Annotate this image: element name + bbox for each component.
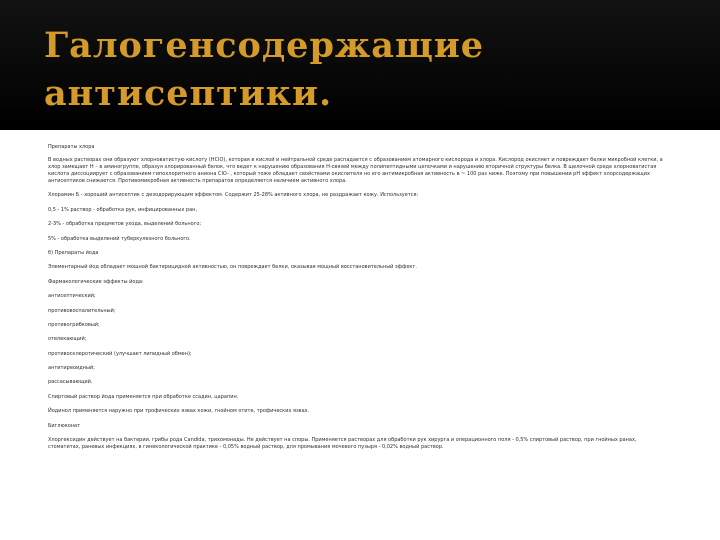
effect-item: отвлекающий; <box>48 336 87 343</box>
paragraph-chloramine: Хлорамин Б - хороший антисептик с дезодорирующим эффектом. Содержит 25-28% активного хлора, не раздражает кожу. Используется: <box>48 192 419 199</box>
effect-item: противосклеротический (улучшает липидный обмен); <box>48 350 192 357</box>
slide-body <box>48 144 668 458</box>
paragraph-iodine-solution: Спиртовый раствор йода применяется при обработке ссадин, царапин. <box>48 393 239 400</box>
section-heading-chlorine: Препараты хлора <box>48 144 95 150</box>
usage-line-1: 0,5 - 1% раствор - обработка рук, инфицированных ран, <box>48 206 198 213</box>
effect-item: рассасывающий. <box>48 379 93 386</box>
iodine-effects-heading: Фармакологические эффекты йода: <box>48 278 144 285</box>
title-bar <box>0 0 720 130</box>
paragraph-iodinol: Йодинол применяется наружно при трофических язвах кожи, гнойном отите, трофических язвах. <box>48 408 310 415</box>
paragraph-chlorine-mechanism: В водных растворах они образуют хлорноватистую кислоту (HClO), которая в кислой и нейтральной среде распадается с образованием атомарного кислорода и хлора. Кислород окисляет и повреждает белки микробной клетки, а хлор замещает Н – в аминогруппе, образуя хлорированный белок, что ведет к нарушению образования Н-связей между полипептидными цепочками и нарушению вторичной структуры белка. В щелочной среде хлорноватистая кислота диссоциирует с образованием гипохлоритного аниона ClO- , который тоже обладает свойствами окислителя но его антимикробная активность в ~ 100 раз ниже. Поэтому при повышении рН эффект хлорсодержащих антисептиков снижается. Противомикробная активность препаратов определяется наличием активного хлора. <box>48 157 663 184</box>
usage-line-2: 2-3% - обработка предметов ухода, выделений больного; <box>48 221 202 228</box>
section-heading-iodine: б) Препараты йода <box>48 249 99 256</box>
paragraph-chlorhexidine: Хлоргексидин действует на бактерии, грибы рода Candida, трихомонады. Не действует на споры. Применяется растворах для обработки рук хирурга и операционного поля - 0,5% спиртовый раствор, при гнойных ранах, стоматитах, раневых инфекциях, в гинекологической практике - 0,05% водный раствор, для промывания мочевого пузыря - 0,02% водный раствор. <box>48 437 637 451</box>
effect-item: противовоспалительный; <box>48 307 116 314</box>
effect-item: антисептический; <box>48 293 96 300</box>
section-heading-bigluconate: Биглюконат <box>48 422 81 429</box>
effect-item: антитиреоидный; <box>48 365 95 372</box>
slide-title: Галогенсодержащие антисептики. <box>44 25 485 114</box>
paragraph-iodine: Элементарный йод обладает мощной бактерицидной активностью, он повреждает белки, оказывая мощный восстановительный эффект. <box>48 264 417 271</box>
effect-item: противогрибковый; <box>48 321 100 328</box>
usage-line-3: 5% - обработка выделений туберкулезного больного. <box>48 235 191 242</box>
